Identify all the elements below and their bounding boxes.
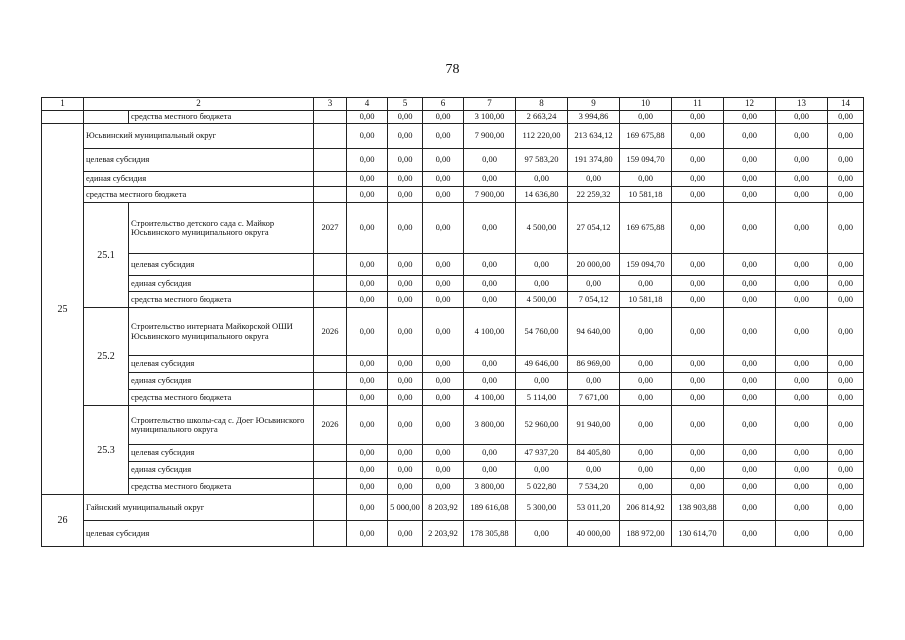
value-cell: 22 259,32 bbox=[568, 187, 620, 203]
value-cell: 7 900,00 bbox=[464, 187, 516, 203]
table-row bbox=[42, 356, 864, 373]
sub-row-number: 25.1 bbox=[84, 203, 129, 308]
value-cell: 0,00 bbox=[423, 254, 464, 276]
value-cell: 0,00 bbox=[620, 445, 672, 462]
value-cell: 159 094,70 bbox=[620, 149, 672, 172]
value-cell: 0,00 bbox=[620, 373, 672, 390]
table-row bbox=[42, 445, 864, 462]
value-cell: 0,00 bbox=[620, 111, 672, 124]
value-cell: 0,00 bbox=[568, 172, 620, 187]
year-cell bbox=[314, 292, 347, 308]
value-cell: 0,00 bbox=[776, 390, 828, 406]
value-cell: 0,00 bbox=[672, 406, 724, 445]
row-label: средства местного бюджета bbox=[129, 479, 314, 495]
row-number: 26 bbox=[42, 495, 84, 547]
value-cell: 0,00 bbox=[388, 172, 423, 187]
empty-cell bbox=[84, 111, 129, 124]
value-cell: 0,00 bbox=[388, 111, 423, 124]
year-cell bbox=[314, 254, 347, 276]
value-cell: 0,00 bbox=[388, 462, 423, 479]
value-cell: 0,00 bbox=[388, 187, 423, 203]
value-cell: 49 646,00 bbox=[516, 356, 568, 373]
value-cell: 0,00 bbox=[776, 356, 828, 373]
value-cell: 0,00 bbox=[672, 445, 724, 462]
value-cell: 112 220,00 bbox=[516, 124, 568, 149]
value-cell: 0,00 bbox=[672, 308, 724, 356]
value-cell: 0,00 bbox=[828, 124, 864, 149]
value-cell: 0,00 bbox=[776, 149, 828, 172]
year-cell bbox=[314, 149, 347, 172]
value-cell: 2 663,24 bbox=[516, 111, 568, 124]
value-cell: 169 675,88 bbox=[620, 124, 672, 149]
value-cell: 0,00 bbox=[724, 149, 776, 172]
value-cell: 0,00 bbox=[672, 479, 724, 495]
value-cell: 206 814,92 bbox=[620, 495, 672, 521]
column-header: 3 bbox=[314, 98, 347, 111]
value-cell: 0,00 bbox=[423, 445, 464, 462]
column-header: 11 bbox=[672, 98, 724, 111]
row-label: Юсьвинский муниципальный округ bbox=[84, 124, 314, 149]
row-label: средства местного бюджета bbox=[129, 111, 314, 124]
value-cell: 0,00 bbox=[423, 111, 464, 124]
table-row bbox=[42, 203, 864, 254]
value-cell: 0,00 bbox=[672, 356, 724, 373]
value-cell: 0,00 bbox=[516, 254, 568, 276]
year-cell: 2027 bbox=[314, 203, 347, 254]
row-label: целевая субсидия bbox=[84, 149, 314, 172]
table-row bbox=[42, 495, 864, 521]
value-cell: 0,00 bbox=[388, 356, 423, 373]
year-cell bbox=[314, 111, 347, 124]
value-cell: 0,00 bbox=[672, 149, 724, 172]
value-cell: 10 581,18 bbox=[620, 187, 672, 203]
header-row bbox=[42, 98, 864, 111]
value-cell: 0,00 bbox=[776, 521, 828, 547]
value-cell: 0,00 bbox=[776, 373, 828, 390]
value-cell: 7 534,20 bbox=[568, 479, 620, 495]
value-cell: 0,00 bbox=[423, 124, 464, 149]
value-cell: 0,00 bbox=[423, 390, 464, 406]
value-cell: 5 000,00 bbox=[388, 495, 423, 521]
value-cell: 0,00 bbox=[423, 276, 464, 292]
value-cell: 0,00 bbox=[388, 390, 423, 406]
table-row bbox=[42, 276, 864, 292]
row-label: единая субсидия bbox=[129, 276, 314, 292]
table-row bbox=[42, 111, 864, 124]
year-cell: 2026 bbox=[314, 308, 347, 356]
value-cell: 0,00 bbox=[724, 445, 776, 462]
year-cell bbox=[314, 124, 347, 149]
value-cell: 4 500,00 bbox=[516, 292, 568, 308]
year-cell bbox=[314, 356, 347, 373]
value-cell: 0,00 bbox=[724, 479, 776, 495]
value-cell: 0,00 bbox=[776, 187, 828, 203]
value-cell: 4 100,00 bbox=[464, 390, 516, 406]
row-label: Строительство школы-сад с. Доег Юсьвинского муниципального округа bbox=[129, 406, 314, 445]
year-cell: 2026 bbox=[314, 406, 347, 445]
value-cell: 3 994,86 bbox=[568, 111, 620, 124]
value-cell: 0,00 bbox=[828, 149, 864, 172]
value-cell: 0,00 bbox=[347, 390, 388, 406]
column-header: 9 bbox=[568, 98, 620, 111]
value-cell: 0,00 bbox=[516, 462, 568, 479]
year-cell bbox=[314, 373, 347, 390]
column-header: 4 bbox=[347, 98, 388, 111]
value-cell: 4 100,00 bbox=[464, 308, 516, 356]
table-row bbox=[42, 390, 864, 406]
value-cell: 0,00 bbox=[516, 276, 568, 292]
value-cell: 0,00 bbox=[423, 356, 464, 373]
value-cell: 0,00 bbox=[828, 390, 864, 406]
value-cell: 84 405,80 bbox=[568, 445, 620, 462]
table-body bbox=[42, 98, 864, 547]
table-row bbox=[42, 187, 864, 203]
year-cell bbox=[314, 462, 347, 479]
value-cell: 0,00 bbox=[776, 254, 828, 276]
row-label: целевая субсидия bbox=[129, 254, 314, 276]
value-cell: 0,00 bbox=[388, 479, 423, 495]
value-cell: 0,00 bbox=[724, 172, 776, 187]
value-cell: 213 634,12 bbox=[568, 124, 620, 149]
value-cell: 0,00 bbox=[672, 254, 724, 276]
value-cell: 0,00 bbox=[423, 149, 464, 172]
value-cell: 3 800,00 bbox=[464, 479, 516, 495]
value-cell: 0,00 bbox=[724, 495, 776, 521]
value-cell: 0,00 bbox=[388, 445, 423, 462]
value-cell: 0,00 bbox=[776, 124, 828, 149]
value-cell: 130 614,70 bbox=[672, 521, 724, 547]
value-cell: 0,00 bbox=[388, 203, 423, 254]
value-cell: 10 581,18 bbox=[620, 292, 672, 308]
row-label: Гайнский муниципальный округ bbox=[84, 495, 314, 521]
value-cell: 86 969,00 bbox=[568, 356, 620, 373]
value-cell: 47 937,20 bbox=[516, 445, 568, 462]
value-cell: 0,00 bbox=[423, 187, 464, 203]
value-cell: 0,00 bbox=[672, 203, 724, 254]
column-header: 14 bbox=[828, 98, 864, 111]
value-cell: 0,00 bbox=[724, 308, 776, 356]
value-cell: 0,00 bbox=[516, 373, 568, 390]
value-cell: 0,00 bbox=[568, 462, 620, 479]
value-cell: 178 305,88 bbox=[464, 521, 516, 547]
value-cell: 0,00 bbox=[776, 445, 828, 462]
value-cell: 0,00 bbox=[724, 406, 776, 445]
year-cell bbox=[314, 521, 347, 547]
value-cell: 0,00 bbox=[347, 149, 388, 172]
value-cell: 0,00 bbox=[347, 254, 388, 276]
value-cell: 14 636,80 bbox=[516, 187, 568, 203]
table-row bbox=[42, 124, 864, 149]
value-cell: 0,00 bbox=[388, 521, 423, 547]
year-cell bbox=[314, 187, 347, 203]
value-cell: 0,00 bbox=[464, 373, 516, 390]
value-cell: 0,00 bbox=[388, 406, 423, 445]
year-cell bbox=[314, 276, 347, 292]
year-cell bbox=[314, 390, 347, 406]
value-cell: 0,00 bbox=[776, 292, 828, 308]
budget-table bbox=[41, 97, 864, 547]
value-cell: 0,00 bbox=[347, 308, 388, 356]
value-cell: 0,00 bbox=[724, 521, 776, 547]
value-cell: 3 800,00 bbox=[464, 406, 516, 445]
column-header: 5 bbox=[388, 98, 423, 111]
value-cell: 0,00 bbox=[724, 356, 776, 373]
value-cell: 159 094,70 bbox=[620, 254, 672, 276]
column-header: 2 bbox=[84, 98, 314, 111]
value-cell: 0,00 bbox=[776, 203, 828, 254]
empty-cell bbox=[42, 111, 84, 124]
value-cell: 0,00 bbox=[464, 445, 516, 462]
value-cell: 97 583,20 bbox=[516, 149, 568, 172]
table-row bbox=[42, 308, 864, 356]
value-cell: 0,00 bbox=[423, 406, 464, 445]
value-cell: 0,00 bbox=[776, 495, 828, 521]
value-cell: 0,00 bbox=[620, 406, 672, 445]
value-cell: 52 960,00 bbox=[516, 406, 568, 445]
value-cell: 0,00 bbox=[724, 254, 776, 276]
value-cell: 0,00 bbox=[724, 462, 776, 479]
column-header: 1 bbox=[42, 98, 84, 111]
value-cell: 0,00 bbox=[620, 172, 672, 187]
value-cell: 0,00 bbox=[828, 308, 864, 356]
value-cell: 40 000,00 bbox=[568, 521, 620, 547]
value-cell: 0,00 bbox=[828, 292, 864, 308]
value-cell: 0,00 bbox=[464, 254, 516, 276]
value-cell: 0,00 bbox=[464, 149, 516, 172]
value-cell: 0,00 bbox=[776, 406, 828, 445]
value-cell: 0,00 bbox=[464, 172, 516, 187]
value-cell: 0,00 bbox=[672, 292, 724, 308]
value-cell: 0,00 bbox=[347, 495, 388, 521]
column-header: 12 bbox=[724, 98, 776, 111]
value-cell: 0,00 bbox=[828, 406, 864, 445]
value-cell: 169 675,88 bbox=[620, 203, 672, 254]
value-cell: 0,00 bbox=[828, 495, 864, 521]
value-cell: 0,00 bbox=[828, 187, 864, 203]
row-label: целевая субсидия bbox=[84, 521, 314, 547]
value-cell: 0,00 bbox=[347, 373, 388, 390]
value-cell: 0,00 bbox=[347, 187, 388, 203]
value-cell: 0,00 bbox=[724, 276, 776, 292]
value-cell: 0,00 bbox=[828, 172, 864, 187]
year-cell bbox=[314, 495, 347, 521]
value-cell: 0,00 bbox=[828, 521, 864, 547]
value-cell: 7 671,00 bbox=[568, 390, 620, 406]
table-row bbox=[42, 479, 864, 495]
value-cell: 53 011,20 bbox=[568, 495, 620, 521]
value-cell: 0,00 bbox=[423, 462, 464, 479]
value-cell: 27 054,12 bbox=[568, 203, 620, 254]
value-cell: 0,00 bbox=[828, 373, 864, 390]
value-cell: 0,00 bbox=[724, 124, 776, 149]
sub-row-number: 25.3 bbox=[84, 406, 129, 495]
page-number: 78 bbox=[445, 62, 460, 77]
value-cell: 0,00 bbox=[423, 373, 464, 390]
table-row bbox=[42, 149, 864, 172]
value-cell: 188 972,00 bbox=[620, 521, 672, 547]
value-cell: 0,00 bbox=[828, 254, 864, 276]
value-cell: 191 374,80 bbox=[568, 149, 620, 172]
value-cell: 0,00 bbox=[423, 172, 464, 187]
value-cell: 0,00 bbox=[724, 373, 776, 390]
value-cell: 0,00 bbox=[388, 373, 423, 390]
value-cell: 0,00 bbox=[464, 292, 516, 308]
value-cell: 0,00 bbox=[672, 373, 724, 390]
value-cell: 0,00 bbox=[347, 172, 388, 187]
row-label: средства местного бюджета bbox=[129, 292, 314, 308]
value-cell: 4 500,00 bbox=[516, 203, 568, 254]
value-cell: 0,00 bbox=[464, 203, 516, 254]
value-cell: 0,00 bbox=[388, 308, 423, 356]
value-cell: 94 640,00 bbox=[568, 308, 620, 356]
value-cell: 138 903,88 bbox=[672, 495, 724, 521]
row-label: средства местного бюджета bbox=[84, 187, 314, 203]
value-cell: 0,00 bbox=[776, 111, 828, 124]
value-cell: 0,00 bbox=[724, 203, 776, 254]
value-cell: 0,00 bbox=[672, 172, 724, 187]
value-cell: 0,00 bbox=[423, 479, 464, 495]
value-cell: 0,00 bbox=[464, 276, 516, 292]
value-cell: 0,00 bbox=[828, 276, 864, 292]
column-header: 6 bbox=[423, 98, 464, 111]
value-cell: 0,00 bbox=[724, 292, 776, 308]
value-cell: 189 616,08 bbox=[464, 495, 516, 521]
value-cell: 0,00 bbox=[672, 187, 724, 203]
value-cell: 8 203,92 bbox=[423, 495, 464, 521]
row-label: единая субсидия bbox=[129, 373, 314, 390]
value-cell: 0,00 bbox=[347, 124, 388, 149]
value-cell: 0,00 bbox=[388, 149, 423, 172]
value-cell: 0,00 bbox=[724, 390, 776, 406]
value-cell: 0,00 bbox=[388, 254, 423, 276]
value-cell: 20 000,00 bbox=[568, 254, 620, 276]
row-label: целевая субсидия bbox=[129, 356, 314, 373]
value-cell: 0,00 bbox=[672, 111, 724, 124]
value-cell: 0,00 bbox=[620, 479, 672, 495]
value-cell: 0,00 bbox=[620, 308, 672, 356]
value-cell: 7 900,00 bbox=[464, 124, 516, 149]
value-cell: 0,00 bbox=[776, 308, 828, 356]
table-row bbox=[42, 462, 864, 479]
value-cell: 0,00 bbox=[464, 462, 516, 479]
row-label: единая субсидия bbox=[129, 462, 314, 479]
value-cell: 0,00 bbox=[347, 292, 388, 308]
row-number: 25 bbox=[42, 124, 84, 495]
value-cell: 0,00 bbox=[828, 111, 864, 124]
value-cell: 0,00 bbox=[568, 373, 620, 390]
value-cell: 5 022,80 bbox=[516, 479, 568, 495]
year-cell bbox=[314, 445, 347, 462]
value-cell: 0,00 bbox=[776, 172, 828, 187]
row-label: Строительство детского сада с. Майкор Юсьвинского муниципального округа bbox=[129, 203, 314, 254]
table-row bbox=[42, 292, 864, 308]
value-cell: 0,00 bbox=[347, 521, 388, 547]
year-cell bbox=[314, 172, 347, 187]
value-cell: 0,00 bbox=[347, 462, 388, 479]
value-cell: 0,00 bbox=[423, 292, 464, 308]
value-cell: 0,00 bbox=[672, 124, 724, 149]
value-cell: 0,00 bbox=[672, 390, 724, 406]
table-row bbox=[42, 254, 864, 276]
row-label: единая субсидия bbox=[84, 172, 314, 187]
row-label: целевая субсидия bbox=[129, 445, 314, 462]
row-label: средства местного бюджета bbox=[129, 390, 314, 406]
sub-row-number: 25.2 bbox=[84, 308, 129, 406]
value-cell: 0,00 bbox=[347, 356, 388, 373]
value-cell: 0,00 bbox=[620, 390, 672, 406]
value-cell: 0,00 bbox=[347, 203, 388, 254]
column-header: 7 bbox=[464, 98, 516, 111]
value-cell: 0,00 bbox=[388, 124, 423, 149]
value-cell: 0,00 bbox=[423, 308, 464, 356]
value-cell: 0,00 bbox=[388, 292, 423, 308]
value-cell: 0,00 bbox=[828, 203, 864, 254]
value-cell: 0,00 bbox=[828, 462, 864, 479]
value-cell: 0,00 bbox=[516, 521, 568, 547]
value-cell: 0,00 bbox=[347, 479, 388, 495]
value-cell: 0,00 bbox=[776, 462, 828, 479]
value-cell: 0,00 bbox=[724, 187, 776, 203]
value-cell: 0,00 bbox=[672, 276, 724, 292]
value-cell: 0,00 bbox=[620, 276, 672, 292]
value-cell: 54 760,00 bbox=[516, 308, 568, 356]
value-cell: 91 940,00 bbox=[568, 406, 620, 445]
value-cell: 0,00 bbox=[620, 462, 672, 479]
value-cell: 0,00 bbox=[620, 356, 672, 373]
value-cell: 5 300,00 bbox=[516, 495, 568, 521]
value-cell: 3 100,00 bbox=[464, 111, 516, 124]
row-label: Строительство интерната Майкорской ОШИ Юсьвинского муниципального округа bbox=[129, 308, 314, 356]
table-row bbox=[42, 373, 864, 390]
value-cell: 2 203,92 bbox=[423, 521, 464, 547]
value-cell: 0,00 bbox=[347, 406, 388, 445]
value-cell: 0,00 bbox=[347, 111, 388, 124]
year-cell bbox=[314, 479, 347, 495]
column-header: 10 bbox=[620, 98, 672, 111]
value-cell: 0,00 bbox=[828, 356, 864, 373]
value-cell: 0,00 bbox=[776, 276, 828, 292]
value-cell: 0,00 bbox=[568, 276, 620, 292]
value-cell: 0,00 bbox=[423, 203, 464, 254]
value-cell: 0,00 bbox=[672, 462, 724, 479]
value-cell: 0,00 bbox=[347, 276, 388, 292]
table-row bbox=[42, 406, 864, 445]
column-header: 8 bbox=[516, 98, 568, 111]
value-cell: 7 054,12 bbox=[568, 292, 620, 308]
table-row bbox=[42, 521, 864, 547]
value-cell: 0,00 bbox=[724, 111, 776, 124]
value-cell: 0,00 bbox=[347, 445, 388, 462]
column-header: 13 bbox=[776, 98, 828, 111]
value-cell: 0,00 bbox=[388, 276, 423, 292]
value-cell: 0,00 bbox=[828, 479, 864, 495]
value-cell: 5 114,00 bbox=[516, 390, 568, 406]
value-cell: 0,00 bbox=[776, 479, 828, 495]
value-cell: 0,00 bbox=[464, 356, 516, 373]
table-row bbox=[42, 172, 864, 187]
value-cell: 0,00 bbox=[516, 172, 568, 187]
value-cell: 0,00 bbox=[828, 445, 864, 462]
